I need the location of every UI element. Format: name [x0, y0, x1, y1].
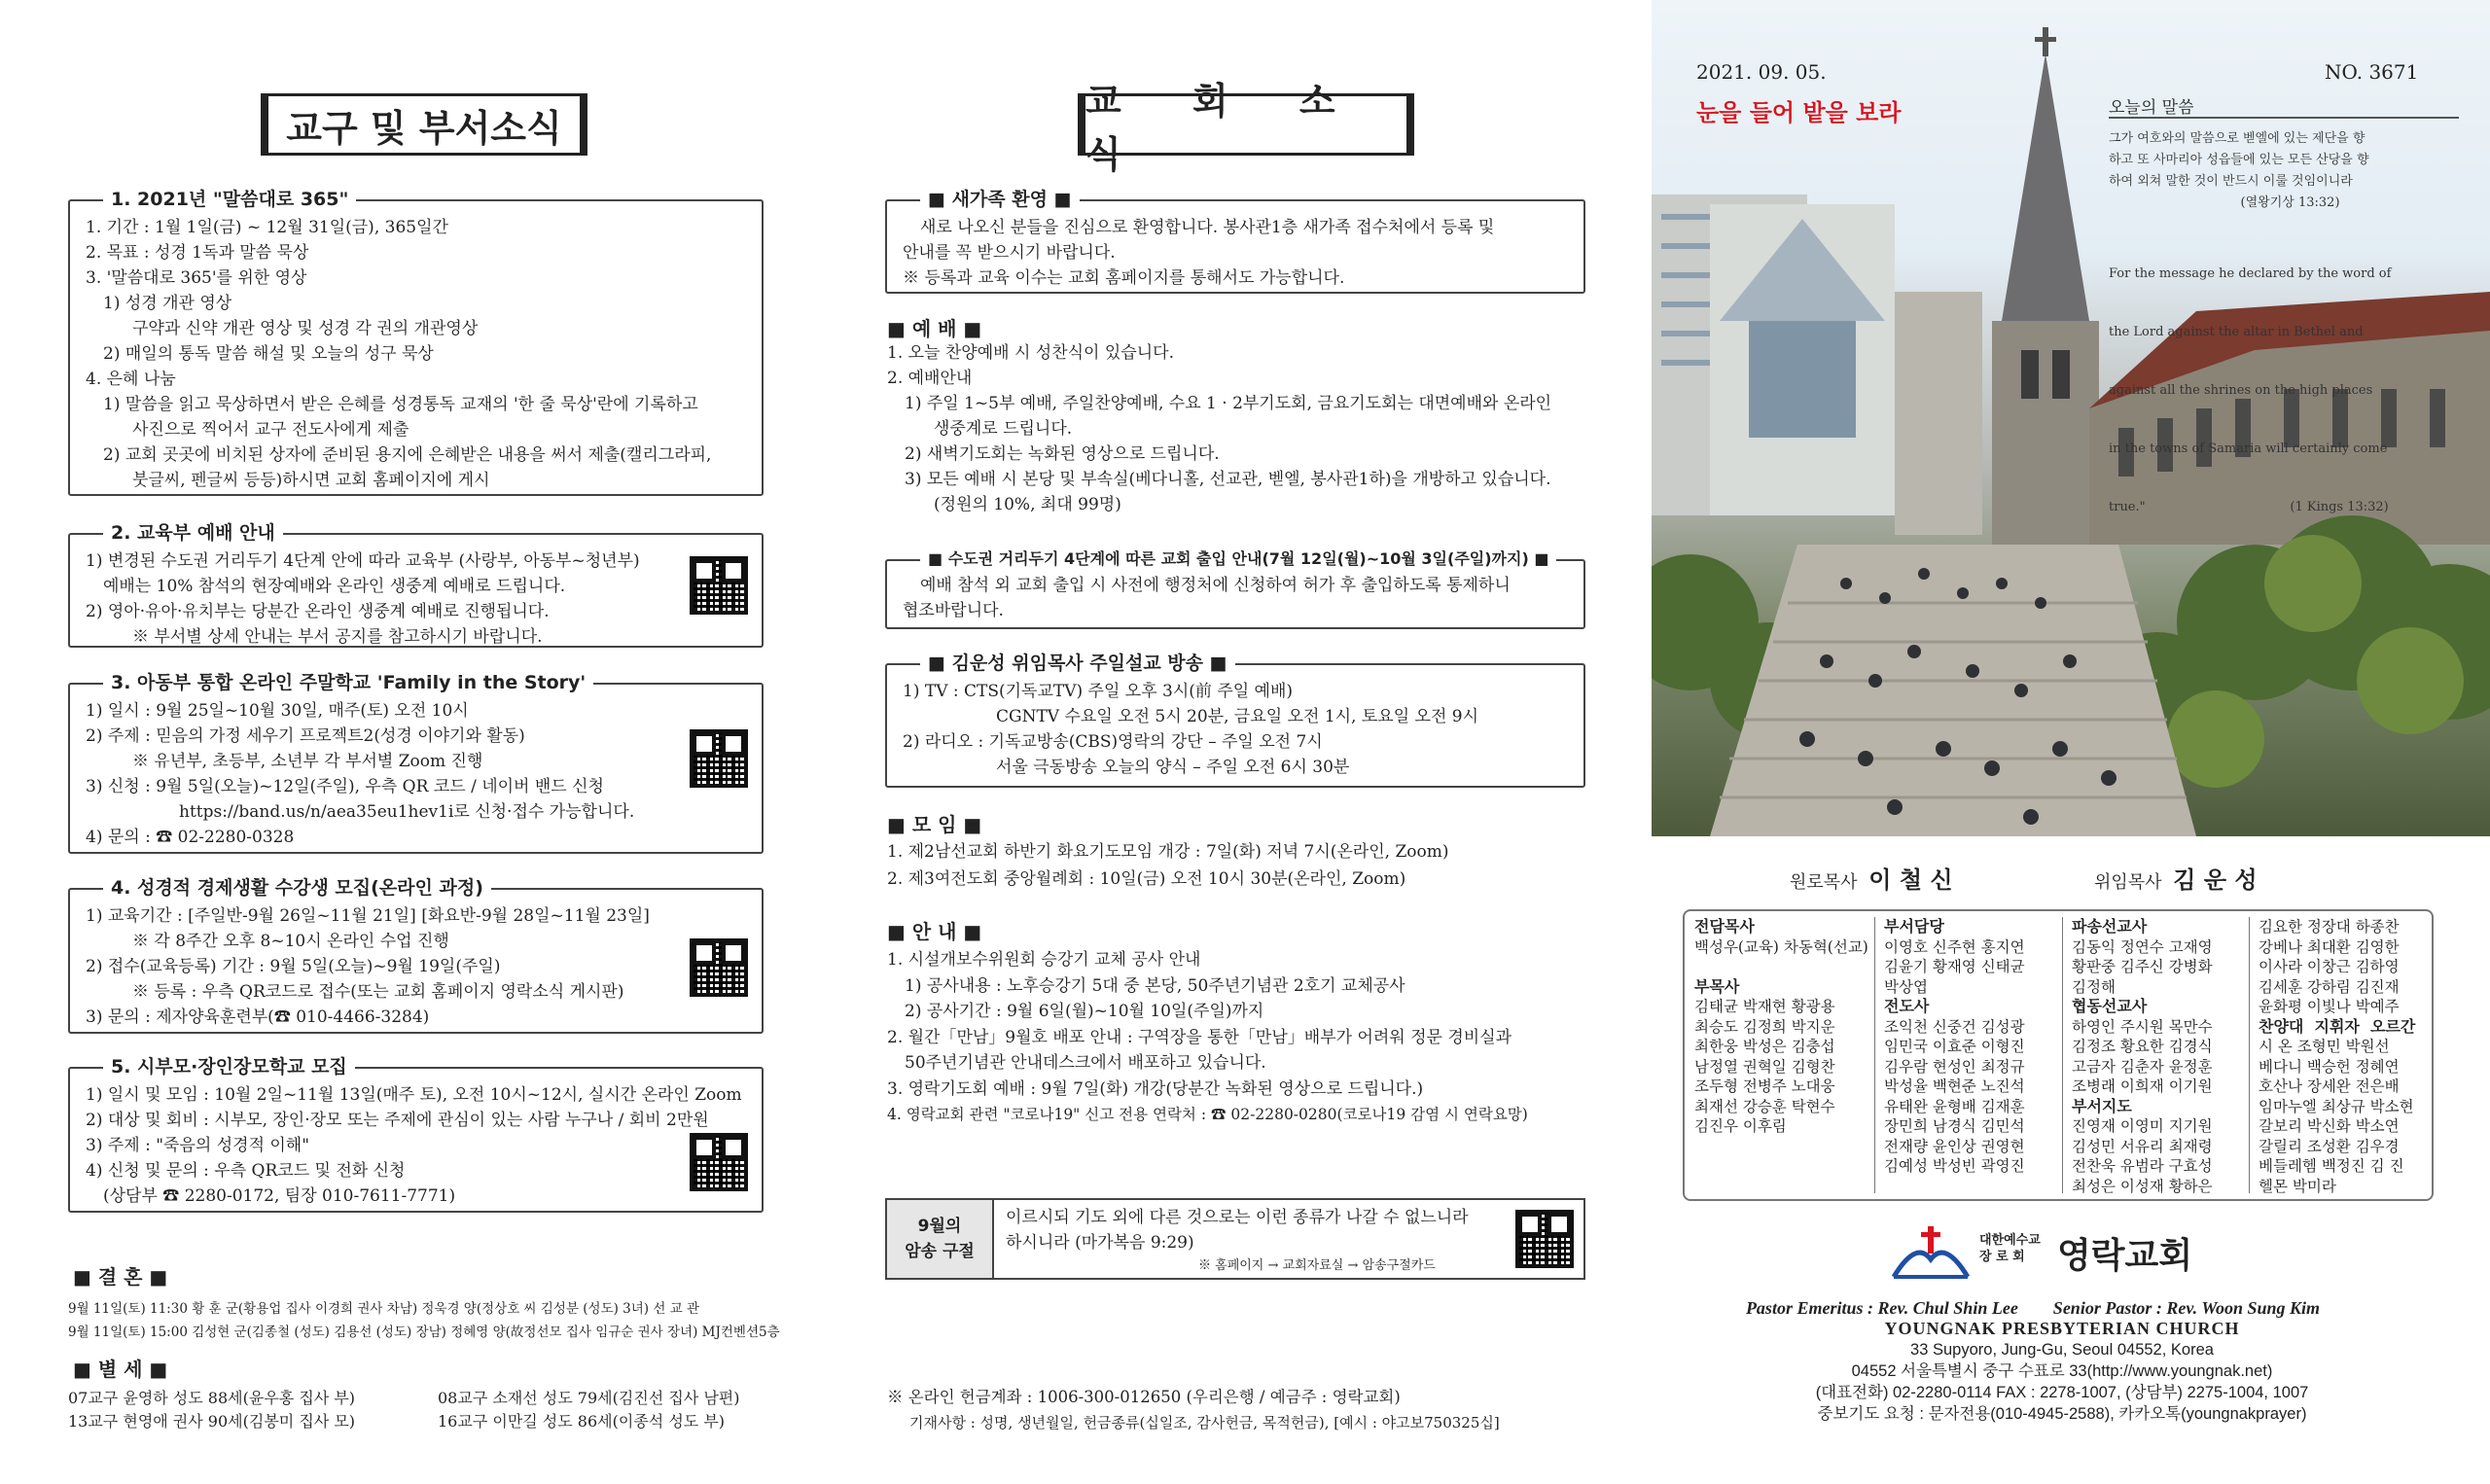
- staff-names: 헬몬 박미라: [2259, 1177, 2336, 1195]
- text-line: ※ 유년부, 초등부, 소년부 각 부서별 Zoom 진행: [132, 752, 483, 771]
- verse-line: 하여 외쳐 말한 것이 반드시 이룰 것임이니라: [2109, 174, 2353, 189]
- staff-names: 김세훈 강하림 김진재: [2259, 977, 2400, 996]
- staff-names: 김태균 박재현 황광용: [1694, 998, 1835, 1015]
- footer-address-en: 33 Supyoro, Jung-Gu, Seoul 04552, Korea: [1910, 1341, 2214, 1359]
- todays-word-divider: [2109, 117, 2459, 119]
- section-economy-course: [68, 877, 764, 1034]
- staff-group-heading: 부서지도: [2072, 1096, 2132, 1115]
- text-line: 4. 은혜 나눔: [86, 370, 176, 389]
- text-line: 2) 접수(교육등록) 기간 : 9월 5일(오늘)~9월 19일(주일): [86, 957, 501, 976]
- staff-names: 조병래 이희재 이기원: [2072, 1078, 2213, 1095]
- footer-address-ko: 04552 서울특별시 중구 수표로 33(http://www.youngnak.net): [1851, 1362, 2273, 1380]
- footer-phone: (대표전화) 02-2280-0114 FAX : 2278-1007, (상담부) 2275-1004, 1007: [1815, 1384, 2309, 1401]
- staff-names: 임민국 이효준 이형진: [1884, 1038, 2025, 1055]
- text-line: 2) 공사기간 : 9월 6일(월)~10월 10일(주일)까지: [905, 1002, 1264, 1021]
- section-title: ■ 수도권 거리두기 4단계에 따른 교회 출입 안내(7월 12일(월)~10월 3일(주일)까지) ■: [920, 547, 1556, 572]
- text-line: 4. 영락교회 관련 "코로나19" 신고 전용 연락처 : ☎ 02-2280-0280(코로나19 감염 시 연락요망): [887, 1106, 1528, 1123]
- qr-code-icon[interactable]: [1515, 1210, 1574, 1268]
- text-line: (상담부 ☎ 2280-0172, 팀장 010-7611-7771): [103, 1186, 456, 1206]
- text-line: 붓글씨, 펜글씨 등등)하시면 교회 홈페이지에 게시: [132, 471, 490, 490]
- text-line: 1. 시설개보수위원회 승강기 교체 공사 안내: [887, 950, 1201, 970]
- staff-names: 김진우 이후림: [1694, 1117, 1787, 1135]
- left-page-title: 교구 및 부서소식: [286, 106, 562, 150]
- church-logo-icon: [1892, 1220, 1970, 1281]
- text-line: 협조바랍니다.: [903, 601, 1004, 620]
- verse-line: (열왕기상 13:32): [2240, 195, 2340, 210]
- staff-names: 시 온 조형민 박원선: [2259, 1038, 2390, 1055]
- text-line: 3. 영락기도회 예배 : 9월 7일(화) 개강(당분간 녹화된 영상으로 드립니다.): [887, 1078, 1424, 1099]
- staff-names: 최승도 김정희 박지운: [1694, 1017, 1835, 1036]
- memory-verse-ref: 하시니라 (마가복음 9:29): [1006, 1233, 1194, 1253]
- meeting-block: [887, 838, 1449, 893]
- offering-account: ※ 온라인 헌금계좌 : 1006-300-012650 (우리은행 / 예금주 : 영락교회): [887, 1388, 1401, 1406]
- offering-instructions: 기재사항 : 성명, 생년월일, 헌금종류(십일조, 감사헌금, 목적헌금), [예시 : 야고보750325십]: [909, 1414, 1500, 1431]
- staff-names: 조익천 신중건 김성광: [1884, 1017, 2025, 1036]
- staff-group-heading: 찬양대 지휘자 오르간: [2259, 1016, 2416, 1036]
- text-line: 4) 문의 : ☎ 02-2280-0328: [86, 828, 295, 847]
- text-line: 2) 라디오 : 기독교방송(CBS)영락의 강단 – 주일 오전 7시: [903, 732, 1323, 752]
- middle-page-header: [1078, 80, 1414, 176]
- text-line: 1) TV : CTS(기독교TV) 주일 오후 3시(前 주일 예배): [903, 682, 1294, 701]
- staff-names: 전재량 윤인상 권영현: [1884, 1137, 2025, 1155]
- footer-prayer: 중보기도 요청 : 문자전용(010-4945-2588), 카카오톡(youngnakprayer): [1817, 1405, 2307, 1423]
- text-line: (정원의 10%, 최대 99명): [934, 495, 1121, 514]
- staff-names: 김윤기 황재영 신태균: [1884, 958, 2025, 975]
- verse-korean: [2109, 128, 2369, 214]
- wedding-line: 9월 11일(토) 11:30 황 훈 군(황용업 집사 이경희 권사 차남) 정욱경 양(정상호 씨 김성분 (성도) 3녀) 선 교 관: [68, 1301, 700, 1317]
- staff-names: 진영재 이영미 지기원: [2072, 1117, 2213, 1135]
- text-line: ※ 각 8주간 오후 8~10시 온라인 수업 진행: [132, 932, 449, 951]
- text-line: 50주년기념관 안내데스크에서 배포하고 있습니다.: [905, 1053, 1266, 1073]
- staff-names: 김성민 서유리 최재령: [2072, 1137, 2213, 1155]
- text-line: 3) 신청 : 9월 5일(오늘)~12일(주일), 우측 QR 코드 / 네이버 밴드 신청: [86, 777, 604, 796]
- todays-word-heading: 오늘의 말씀: [2109, 98, 2194, 118]
- text-line: 1. 오늘 찬양예배 시 성찬식이 있습니다.: [887, 343, 1174, 363]
- denomination: [1979, 1232, 2041, 1265]
- staff-names: 최한웅 박성은 김충섭: [1694, 1038, 1835, 1055]
- section-bible-365: [68, 189, 764, 496]
- memory-label-month: 9월의: [917, 1217, 962, 1236]
- memory-verse-label: [887, 1200, 994, 1278]
- text-line: 3) 주제 : "죽음의 성경적 이해": [86, 1136, 310, 1155]
- staff-names: 남정열 권혁일 김형찬: [1694, 1057, 1835, 1076]
- staff-names: 김정조 황요한 김경식: [2072, 1038, 2213, 1055]
- text-line: 2) 새벽기도회는 녹화된 영상으로 드립니다.: [905, 444, 1220, 464]
- staff-names: 윤화평 이빛나 박예주: [2259, 998, 2400, 1015]
- staff-names: 백성우(교육) 차동혁(선교): [1694, 937, 1868, 956]
- text-line: 예배는 10% 참석의 현장예배와 온라인 생중계 예배로 드립니다.: [103, 577, 566, 596]
- staff-column: [1694, 917, 1868, 1137]
- meeting-heading: ■ 모 임 ■: [887, 813, 982, 836]
- text-line: 1) 교육기간 : [주일반-9월 26일~11월 21일] [화요반-9월 28일~11월 23일]: [86, 906, 650, 926]
- emeritus-name: 이 철 신: [1868, 866, 1953, 894]
- section-title: ■ 새가족 환영 ■: [920, 187, 1080, 212]
- footer-church-name: YOUNGNAK PRESBYTERIAN CHURCH: [1884, 1319, 2240, 1338]
- staff-divider: [2062, 917, 2063, 1193]
- senior-label: 위임목사: [2094, 872, 2162, 893]
- text-line: 4) 신청 및 문의 : 우측 QR코드 및 전화 신청: [86, 1161, 406, 1181]
- staff-names: 김우람 현성인 최정규: [1884, 1057, 2025, 1076]
- text-line: 2) 대상 및 회비 : 시부모, 장인·장모 또는 주제에 관심이 있는 사람 누구나 / 회비 2만원: [86, 1111, 709, 1130]
- memory-verse-box: [885, 1198, 1585, 1280]
- emeritus-label: 원로목사: [1790, 872, 1858, 893]
- pastor-senior: [2094, 861, 2258, 895]
- text-line: 1) 일시 및 모임 : 10월 2일~11월 13일(매주 토), 오전 10시~12시, 실시간 온라인 Zoom: [86, 1085, 742, 1105]
- wedding-heading: ■ 결 혼 ■: [73, 1265, 168, 1289]
- verse-line: 하고 또 사마리아 성읍들에 있는 모든 산당을 향: [2109, 153, 2369, 167]
- staff-names: 장민희 남경식 김민석: [1884, 1117, 2025, 1135]
- staff-group-heading: 협동선교사: [2072, 997, 2148, 1015]
- text-line: 3. '말씀대로 365'를 위한 영상: [86, 268, 307, 288]
- staff-directory: [1683, 909, 2434, 1201]
- staff-divider: [1874, 917, 1875, 1193]
- text-line: 예배 참석 외 교회 출입 시 사전에 행정처에 신청하여 허가 후 출입하도록 통제하니: [920, 576, 1511, 595]
- staff-column: [2259, 917, 2415, 1196]
- staff-names: 베들레헴 백정진 김 진: [2259, 1157, 2404, 1175]
- qr-code-icon[interactable]: [690, 938, 748, 997]
- text-line: 2. 목표 : 성경 1독과 말씀 묵상: [86, 243, 309, 263]
- issue-date: 2021. 09. 05.: [1696, 60, 1827, 84]
- text-line: 2) 매일의 통독 말씀 해설 및 오늘의 성구 묵상: [103, 344, 434, 364]
- issue-number: NO. 3671: [2325, 60, 2419, 84]
- middle-page-title: 교 회 소 식: [1085, 80, 1365, 176]
- slogan: 눈을 들어 밭을 보라: [1696, 98, 1902, 126]
- death-line: 16교구 이만길 성도 86세(이종석 성도 부): [438, 1412, 726, 1431]
- section-welcome: [885, 189, 1585, 294]
- staff-names: 황판중 김주신 강병화: [2072, 958, 2213, 975]
- church-photo: [1652, 0, 2490, 836]
- staff-names: 이영호 신주현 홍지연: [1884, 937, 2025, 956]
- text-line: 2. 월간「만남」9월호 배포 안내 : 구역장을 통한「만남」배부가 어려워 정문 경비실과: [887, 1027, 1512, 1047]
- section-education-worship: [68, 522, 764, 648]
- qr-code-icon[interactable]: [690, 1133, 748, 1191]
- staff-column: [1884, 917, 2025, 1177]
- text-line: 2. 제3여전도회 중앙월례회 : 10일(금) 오전 10시 30분(온라인, Zoom): [887, 869, 1406, 889]
- staff-names: 박성율 백현준 노진석: [1884, 1078, 2025, 1095]
- text-line: 새로 나오신 분들을 진심으로 환영합니다. 봉사관1층 새가족 접수처에서 등록 및: [920, 218, 1495, 237]
- church-name: 영락교회: [2057, 1236, 2193, 1276]
- text-line: 1) 일시 : 9월 25일~10월 30일, 매주(토) 오전 10시: [86, 701, 469, 721]
- text-line: 서울 극동방송 오늘의 양식 – 주일 오전 6시 30분: [996, 758, 1350, 777]
- text-line: 1) 성경 개관 영상: [103, 294, 232, 313]
- text-line: 1) 변경된 수도권 거리두기 4단계 안에 따라 교육부 (사랑부, 아동부~청년부): [86, 551, 640, 571]
- staff-names: 호산나 장세완 전은배: [2259, 1078, 2400, 1095]
- verse-line: true." (1 Kings 13:32): [2109, 500, 2389, 514]
- verse-line: For the message he declared by the word of: [2109, 266, 2392, 281]
- qr-code-icon[interactable]: [690, 729, 748, 788]
- staff-names: 갈보리 박신화 박소연: [2259, 1117, 2400, 1135]
- section-title: 1. 2021년 "말씀대로 365": [103, 187, 356, 212]
- text-line: ※ 등록과 교육 이수는 교회 홈페이지를 통해서도 가능합니다.: [903, 268, 1345, 288]
- staff-names: 김예성 박성빈 곽영진: [1884, 1157, 2025, 1175]
- worship-block: [887, 340, 1551, 517]
- staff-names: 갈릴리 조성환 김우경: [2259, 1137, 2400, 1155]
- text-line: 2) 주제 : 믿음의 가정 세우기 프로젝트2(성경 이야기와 활동): [86, 726, 525, 746]
- death-line: 08교구 소재선 성도 79세(김진선 집사 남편): [438, 1389, 740, 1407]
- staff-group-heading: 파송선교사: [2072, 917, 2148, 936]
- text-line: 1. 제2남선교회 하반기 화요기도모임 개강 : 7일(화) 저녁 7시(온라인, Zoom): [887, 842, 1449, 862]
- text-line: 3) 모든 예배 시 본당 및 부속실(베다니홀, 선교관, 벧엘, 봉사관1하)을 개방하고 있습니다.: [905, 470, 1551, 489]
- text-line: 구약과 신약 개관 영상 및 성경 각 권의 개관영상: [132, 319, 479, 338]
- staff-names: 고금자 김춘자 윤정훈: [2072, 1057, 2213, 1076]
- section-title: 2. 교육부 예배 안내: [103, 520, 283, 546]
- section-weekend-school: [68, 672, 764, 854]
- text-line: 1. 기간 : 1월 1일(금) ~ 12월 31일(금), 365일간: [86, 218, 448, 237]
- memory-verse-note: ※ 홈페이지 → 교회자료실 → 암송구절카드: [1198, 1258, 1436, 1273]
- church-logo: [1892, 1220, 2203, 1281]
- staff-names: [1694, 957, 1868, 977]
- qr-code-icon[interactable]: [690, 556, 748, 615]
- denomination-line: 대한예수교: [1979, 1233, 2041, 1248]
- text-line: 1) 주일 1~5부 예배, 주일찬양예배, 수요 1 · 2부기도회, 금요기도회는 대면예배와 온라인: [905, 394, 1552, 413]
- section-title: 3. 아동부 통합 온라인 주말학교 'Family in the Story': [103, 670, 593, 695]
- staff-names: 최재선 강승훈 탁현수: [1694, 1097, 1835, 1115]
- staff-names: 하영인 주시원 목만수: [2072, 1017, 2213, 1036]
- church-footer: [1673, 1298, 2451, 1425]
- staff-names: 유태완 윤형배 김재훈: [1884, 1097, 2025, 1115]
- staff-names: 강베나 최대환 김영한: [2259, 937, 2400, 956]
- staff-column: [2072, 917, 2213, 1196]
- text-line: 사진으로 찍어서 교구 전도사에게 제출: [132, 420, 409, 440]
- staff-names: 박상엽: [1884, 977, 1928, 996]
- section-title: 4. 성경적 경제생활 수강생 모집(온라인 과정): [103, 875, 491, 901]
- staff-names: 김동익 정연수 고재영: [2072, 937, 2213, 956]
- notice-heading: ■ 안 내 ■: [887, 920, 982, 943]
- section-broadcast: [885, 653, 1585, 788]
- left-page-header: [261, 93, 587, 156]
- text-line: 안내를 꼭 받으시기 바랍니다.: [903, 243, 1116, 263]
- wedding-line: 9월 11일(토) 15:00 김성현 군(김종철 (성도) 김용선 (성도) 장남) 정혜영 양(故정선모 집사 임규순 권사 장녀) MJ컨벤션5층: [68, 1325, 780, 1340]
- staff-group-heading: 전도사: [1884, 997, 1930, 1015]
- footer-pastors: Pastor Emeritus : Rev. Chul Shin Lee Senior Pastor : Rev. Woon Sung Kim: [1745, 1298, 2321, 1318]
- verse-line: against all the shrines on the high places: [2109, 383, 2373, 398]
- section-title: ■ 김운성 위임목사 주일설교 방송 ■: [920, 651, 1235, 676]
- staff-names: 김정해: [2072, 977, 2116, 996]
- death-line: 07교구 윤영하 성도 88세(윤우홍 집사 부): [68, 1389, 356, 1407]
- text-line: 2) 영아·유아·유치부는 당분간 온라인 생중계 예배로 진행됩니다.: [86, 602, 550, 621]
- verse-line: in the towns of Samaria will certainly come: [2109, 442, 2388, 456]
- text-line: ※ 부서별 상세 안내는 부서 공지를 참고하시기 바랍니다.: [132, 627, 543, 647]
- worship-heading: ■ 예 배 ■: [887, 317, 982, 340]
- verse-line: the Lord against the altar in Bethel and: [2109, 325, 2364, 339]
- staff-group-heading: 부서담당: [1884, 917, 1944, 936]
- verse-line: 그가 여호와의 말씀으로 벧엘에 있는 제단을 향: [2109, 131, 2366, 146]
- text-line: 2. 예배안내: [887, 369, 973, 388]
- deaths-heading: ■ 별 세 ■: [73, 1358, 168, 1381]
- memory-verse-text: 이르시되 기도 외에 다른 것으로는 이런 종류가 나갈 수 없느니라: [1006, 1208, 1469, 1227]
- staff-names: 조두형 전병주 노대웅: [1694, 1078, 1835, 1095]
- death-line: 13교구 현영애 권사 90세(김봉미 집사 모): [68, 1412, 356, 1431]
- section-entry: [885, 549, 1585, 629]
- staff-group-heading: 전담목사: [1694, 917, 1755, 936]
- memory-label-title: 암송 구절: [905, 1242, 975, 1261]
- staff-divider: [2249, 917, 2250, 1193]
- text-line: 3) 문의 : 제자양육훈련부(☎ 010-4466-3284): [86, 1007, 430, 1027]
- denomination-line: 장 로 회: [1979, 1250, 2025, 1264]
- pastor-emeritus: [1790, 861, 1953, 895]
- section-parents-school: [68, 1056, 764, 1213]
- staff-group-heading: 부목사: [1694, 976, 1740, 996]
- staff-names: 전찬욱 유범라 구효성: [2072, 1157, 2213, 1175]
- verse-english: [2109, 226, 2391, 556]
- text-line: CGNTV 수요일 오전 5시 20분, 금요일 오전 1시, 토요일 오전 9시: [996, 707, 1479, 726]
- staff-names: 베다니 백승헌 정혜연: [2259, 1057, 2400, 1076]
- text-line: 생중계로 드립니다.: [934, 419, 1073, 439]
- staff-names: 이사라 이창근 김하영: [2259, 958, 2400, 975]
- section-title: 5. 시부모·장인장모학교 모집: [103, 1054, 355, 1079]
- text-line: 1) 말씀을 읽고 묵상하면서 받은 은혜를 성경통독 교재의 '한 줄 묵상'란에 기록하고: [103, 395, 698, 414]
- text-line: ※ 등록 : 우측 QR코드로 접수(또는 교회 홈페이지 영락소식 게시판): [132, 982, 624, 1002]
- text-line: 1) 공사내용 : 노후승강기 5대 중 본당, 50주년기념관 2호기 교체공사: [905, 975, 1405, 996]
- senior-name: 김 운 성: [2173, 866, 2258, 894]
- staff-names: 김요한 정장대 하종찬: [2259, 918, 2400, 936]
- staff-names: 최성은 이성재 황하은: [2072, 1177, 2213, 1195]
- text-line: 2) 교회 곳곳에 비치된 상자에 준비된 용지에 은혜받은 내용을 써서 제출(캘리그라피,: [103, 445, 712, 465]
- band-link[interactable]: https://band.us/n/aea35eu1hev1i로 신청·접수 가능합니다.: [179, 802, 635, 822]
- staff-names: 임마누엘 최상규 박소현: [2259, 1097, 2414, 1115]
- notice-block: [887, 947, 1528, 1128]
